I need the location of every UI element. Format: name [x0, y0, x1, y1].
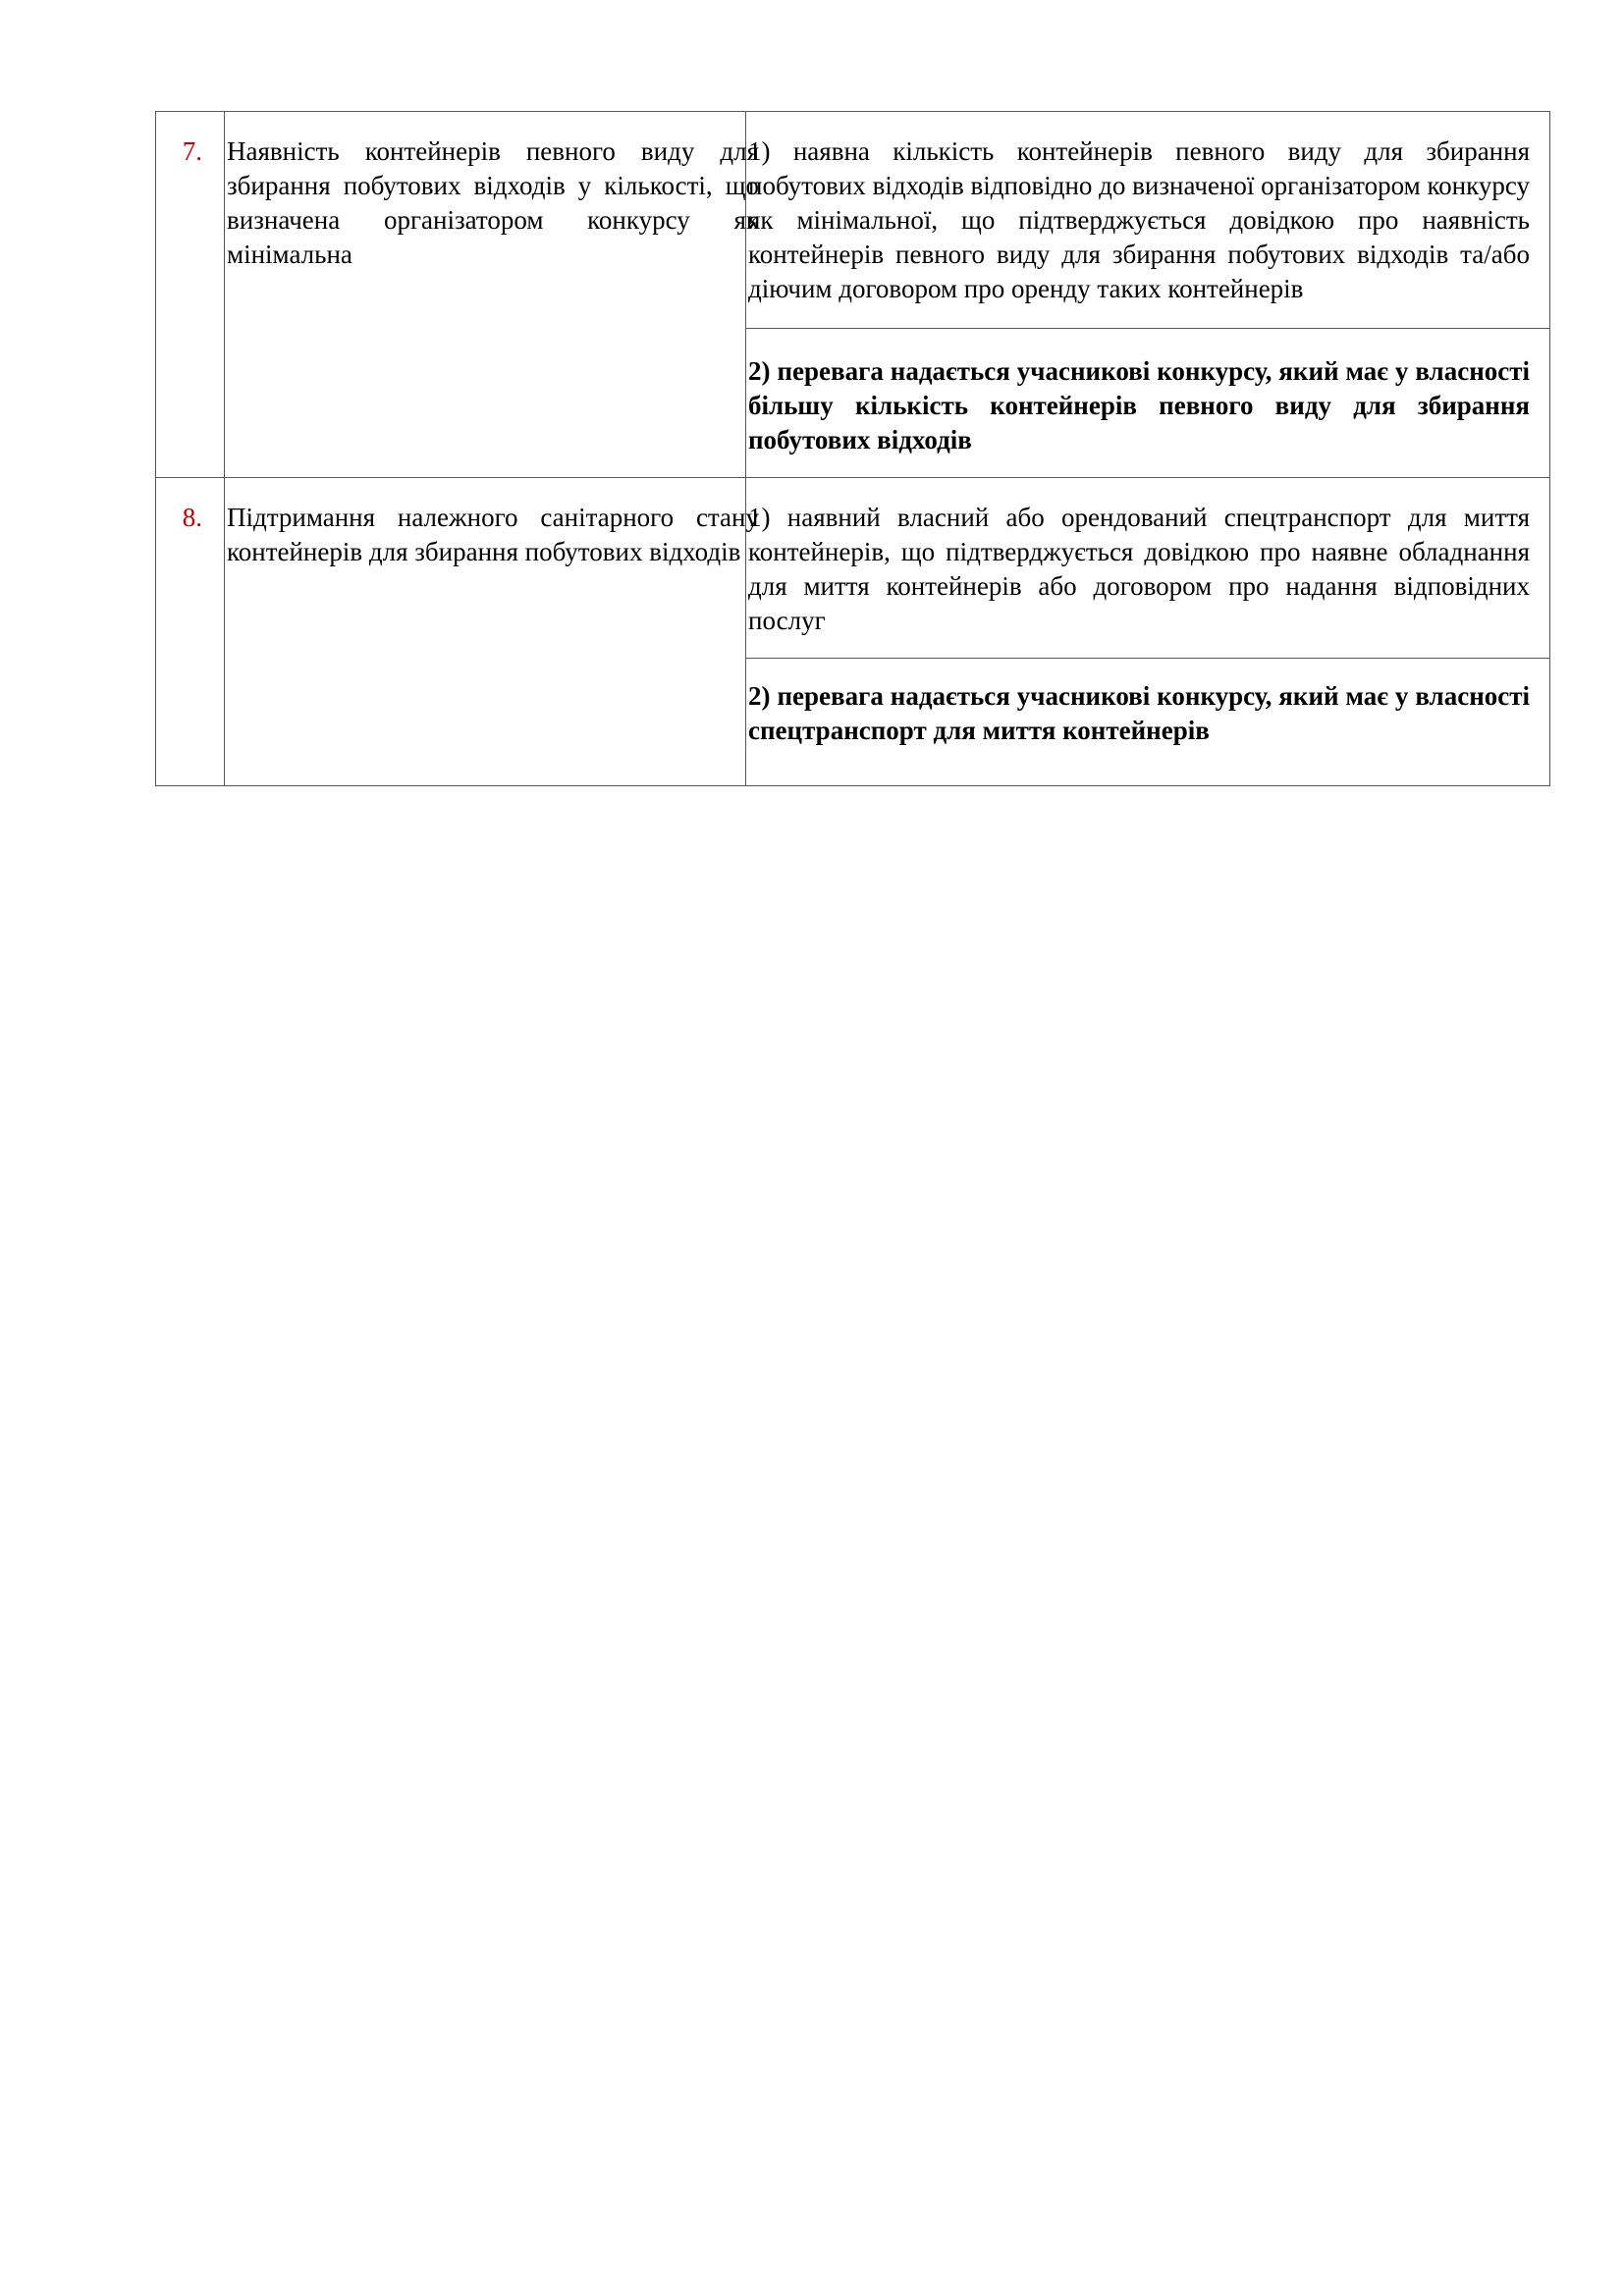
table-row — [156, 478, 1550, 659]
requirement-cell — [746, 478, 1550, 659]
row-number: 8. — [182, 503, 202, 532]
requirement-preference-text: 2) перевага надається учасникові конкурсу, який має у власності спецтранспорт для миття контейнерів — [748, 681, 1530, 745]
row-number-cell — [156, 112, 225, 478]
row-number: 7. — [182, 136, 202, 166]
requirement-cell — [746, 329, 1550, 478]
requirement-text: 1) наявна кількість контейнерів певного виду для збирання побутових відходів відповідно до визначеної організатором конкурсу як мінімальної, що підтверджується довідкою про наявність контейнерів певного виду для збирання побутових відходів та/або діючим договором про оренду таких контейнерів — [748, 136, 1530, 303]
row-number-cell — [156, 478, 225, 786]
requirement-cell — [746, 112, 1550, 329]
requirement-preference-text: 2) перевага надається учасникові конкурсу, який має у власності більшу кількість контейнерів певного виду для збирання побутових відходів — [748, 356, 1530, 454]
criterion-cell — [225, 478, 759, 786]
requirement-text: 1) наявний власний або орендований спецтранспорт для миття контейнерів, що підтверджується довідкою про наявне обладнання для миття контейнерів або договором про надання відповідних послуг — [748, 503, 1530, 635]
table-row — [156, 112, 1550, 329]
criterion-text: Підтримання належного санітарного стану контейнерів для збирання побутових відходів — [227, 503, 759, 566]
criteria-table — [155, 111, 1550, 786]
criterion-text: Наявність контейнерів певного виду для збирання побутових відходів у кількості, що визначена організатором конкурсу як мінімальна — [227, 136, 759, 269]
criterion-cell — [225, 112, 759, 478]
requirement-cell — [746, 659, 1550, 786]
